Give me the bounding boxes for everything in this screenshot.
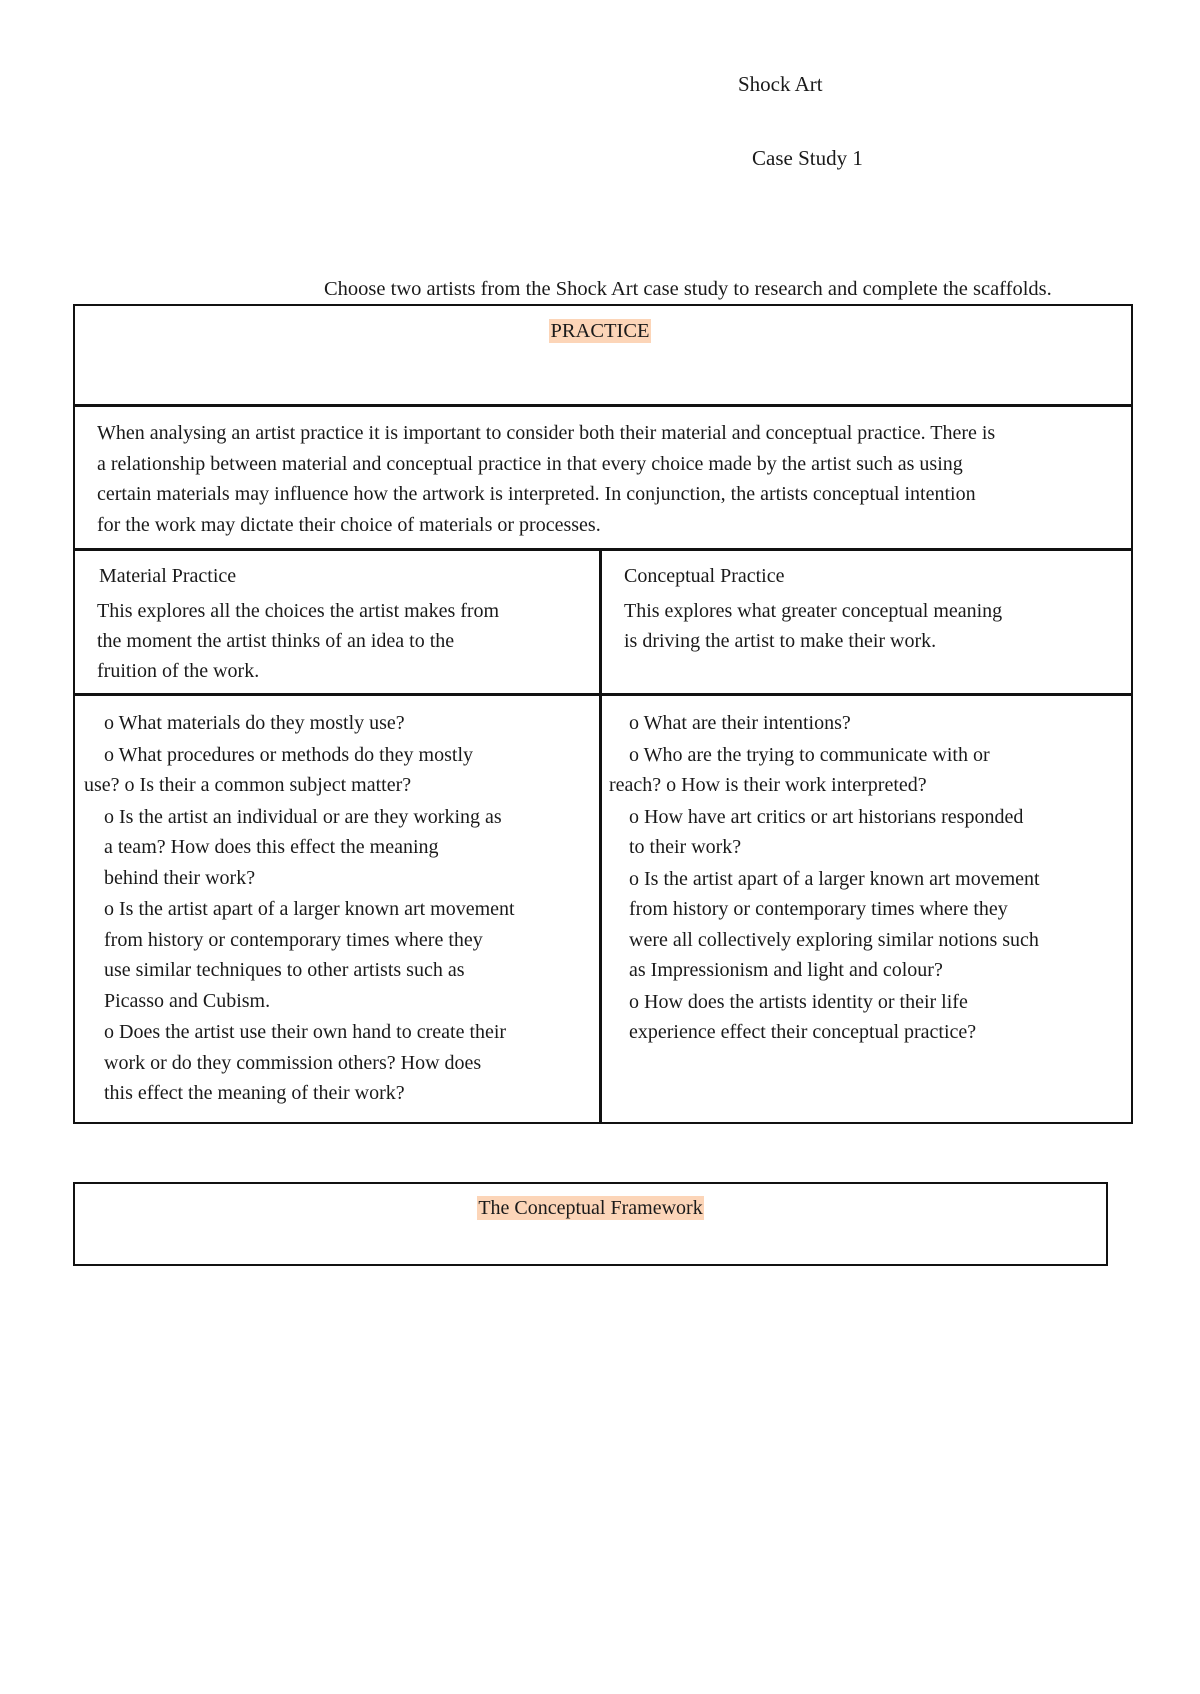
column-divider [599, 548, 602, 1124]
desc-line: the moment the artist thinks of an idea to the [97, 630, 455, 652]
intro-line: for the work may dictate their choice of materials or processes. [97, 513, 601, 536]
table-divider [73, 693, 1133, 696]
practice-intro [97, 418, 1107, 540]
question-item: o Is the artist apart of a larger known art movement from history or contemporary times where they were all collectively exploring similar notions such as Impressionism and light and colour? [629, 867, 1040, 981]
framework-heading: The Conceptual Framework [478, 1197, 703, 1219]
practice-heading: PRACTICE [550, 320, 650, 342]
conceptual-practice-description [624, 596, 1094, 656]
question-item: o How have art critics or art historians responded to their work? [629, 805, 1024, 858]
intro-line: When analysing an artist practice it is important to consider both their material and conceptual practice. There is [97, 422, 996, 444]
desc-line: fruition of the work. [97, 660, 260, 682]
table-divider [73, 404, 1133, 407]
material-practice-heading: Material Practice [99, 565, 237, 587]
conceptual-questions-list [609, 708, 1127, 1049]
question-item: o Is the artist apart of a larger known art movement from history or contemporary times where they use similar techniques to other artists such as Picasso and Cubism. [104, 898, 515, 1012]
table-divider [73, 548, 1133, 551]
conceptual-practice-heading: Conceptual Practice [624, 565, 785, 587]
instruction-text: Choose two artists from the Shock Art case study to research and complete the scaffolds. [324, 278, 1052, 300]
desc-line: This explores what greater conceptual meaning [624, 600, 1003, 622]
question-item: o How does the artists identity or their life experience effect their conceptual practice? [629, 990, 977, 1043]
material-questions-list [84, 708, 572, 1110]
desc-line: This explores all the choices the artist makes from [97, 600, 500, 622]
question-item: o What materials do they mostly use? [104, 712, 405, 734]
intro-line: a relationship between material and conceptual practice in that every choice made by the artist such as using [97, 452, 963, 475]
question-item: o What are their intentions? [629, 712, 851, 734]
intro-line: certain materials may influence how the artwork is interpreted. In conjunction, the artists conceptual intention [97, 483, 976, 505]
page-subtitle: Case Study 1 [752, 146, 863, 170]
question-item: o Who are the trying to communicate with or reach? o How is their work interpreted? [609, 743, 990, 796]
material-practice-description [97, 596, 567, 686]
page-title: Shock Art [738, 72, 823, 96]
framework-heading-row [73, 1197, 1108, 1220]
question-item: o What procedures or methods do they mostly use? o Is their a common subject matter? [84, 743, 474, 796]
question-item: o Does the artist use their own hand to create their work or do they commission others? How does this effect the meaning of their work? [104, 1021, 507, 1104]
desc-line: is driving the artist to make their work. [624, 630, 937, 652]
question-item: o Is the artist an individual or are they working as a team? How does this effect the meaning behind their work? [104, 805, 502, 889]
framework-table [73, 1182, 1108, 1266]
